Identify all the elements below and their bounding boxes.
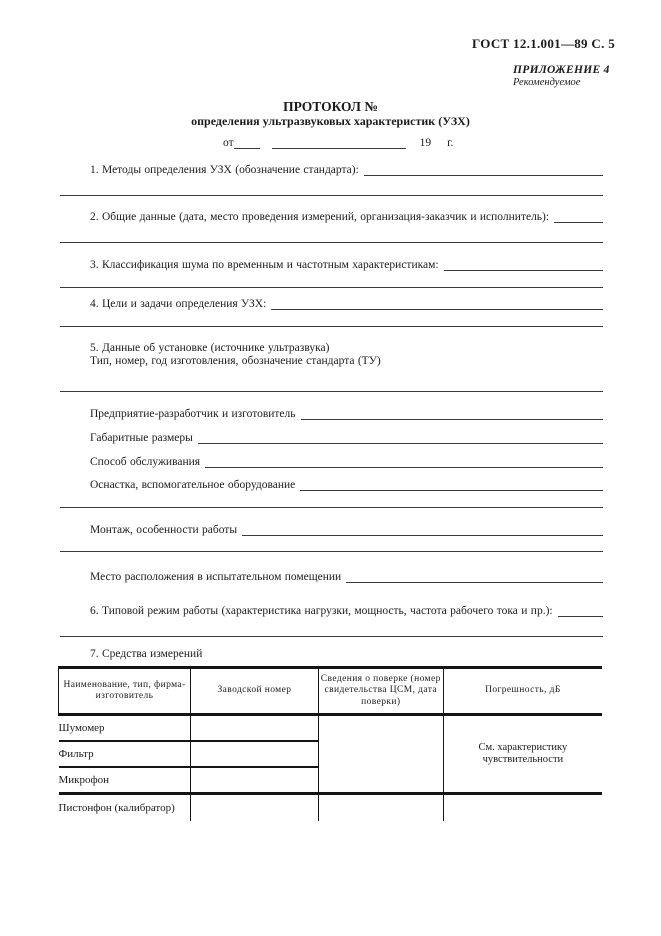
item-6-operating-mode <box>60 601 603 617</box>
date-day-blank <box>234 147 260 149</box>
item-1-label: 1. Методы определения УЗХ (обозначение стандарта): <box>90 164 359 176</box>
table-row-sound-level-meter <box>59 715 603 742</box>
item-1-blank <box>364 174 603 176</box>
item-4-blank <box>271 308 603 310</box>
item-3-noise-classification <box>60 255 603 271</box>
row-label-microphone: Микрофон <box>59 767 191 794</box>
date-prefix: от <box>223 137 234 149</box>
cell-serial-filter <box>191 741 319 767</box>
item-6-blank <box>558 615 603 617</box>
field-service-method-blank <box>205 466 603 468</box>
date-year: 19 <box>419 137 432 149</box>
equipment-continuation-line <box>60 507 603 508</box>
field-service-method <box>60 452 603 468</box>
item-2-blank <box>554 221 603 223</box>
item-2-general-data <box>60 207 603 223</box>
item-4-continuation-line <box>60 326 603 327</box>
cell-serial-sound-level-meter <box>191 715 319 742</box>
appendix-title: ПРИЛОЖЕНИЕ 4 <box>513 64 610 76</box>
item-3-continuation-line <box>60 287 603 288</box>
item-6-label: 6. Типовой режим работы (характеристика нагрузки, мощность, частота рабочего тока и пр.): <box>90 605 553 617</box>
field-installation <box>60 520 603 536</box>
cell-serial-microphone <box>191 767 319 794</box>
appendix-note: Рекомендуемое <box>513 77 581 88</box>
field-installation-blank <box>242 534 603 536</box>
row-label-filter: Фильтр <box>59 741 191 767</box>
measuring-instruments-table <box>58 666 602 821</box>
cell-verification-pistonphone <box>318 794 443 822</box>
date-year-suffix: г. <box>447 137 454 149</box>
item-2-label: 2. Общие данные (дата, место проведения измерений, организация-заказчик и исполнитель): <box>90 211 550 223</box>
field-location-label: Место расположения в испытательном помещении <box>90 571 342 583</box>
date-line <box>60 133 603 149</box>
field-auxiliary-equipment <box>60 475 603 491</box>
col-header-name-type: Наименование, тип, фирма-изготовитель <box>59 668 191 715</box>
field-dimensions <box>60 428 603 444</box>
table-row-pistonphone <box>59 794 603 822</box>
field-auxiliary-equipment-blank <box>300 489 603 491</box>
item-4-label: 4. Цели и задачи определения УЗХ: <box>90 298 267 310</box>
col-header-verification-info: Сведения о поверке (номер свидетельства ЦСМ, дата поверки) <box>318 668 443 715</box>
field-installation-label: Монтаж, особенности работы <box>90 524 238 536</box>
item-3-label: 3. Классификация шума по временным и частотным характеристикам: <box>90 259 439 271</box>
cell-sensitivity-note: См. характеристику чувствительности <box>443 715 602 794</box>
field-location-blank <box>346 581 603 583</box>
installation-continuation-line <box>60 551 603 552</box>
date-month-blank <box>272 147 406 149</box>
row-label-sound-level-meter: Шумомер <box>59 715 191 742</box>
table-header-row <box>59 668 603 715</box>
protocol-subtitle: определения ультразвуковых характеристик (УЗХ) <box>191 114 470 128</box>
table <box>58 666 602 821</box>
document-reference: ГОСТ 12.1.001—89 С. 5 <box>472 36 615 51</box>
item-2-continuation-line <box>60 242 603 243</box>
row-label-pistonphone: Пистонфон (калибратор) <box>58 802 175 814</box>
cell-serial-pistonphone <box>191 794 319 822</box>
field-location <box>60 567 603 583</box>
item-5-blank-line <box>60 391 603 392</box>
field-developer-blank <box>301 418 603 420</box>
col-header-serial-number: Заводской номер <box>191 668 319 715</box>
field-dimensions-label: Габаритные размеры <box>90 432 193 444</box>
field-dimensions-blank <box>198 442 603 444</box>
cell-error-pistonphone <box>443 794 602 822</box>
item-6-continuation-line <box>60 636 603 637</box>
item-5-heading: 5. Данные об установке (источнике ультразвука) <box>90 342 330 354</box>
item-7-heading: 7. Средства измерений <box>90 648 203 660</box>
item-1-methods <box>60 160 603 176</box>
item-3-blank <box>444 269 603 271</box>
item-1-continuation-line <box>60 195 603 196</box>
protocol-title: ПРОТОКОЛ № <box>283 99 378 114</box>
field-service-method-label: Способ обслуживания <box>90 456 201 468</box>
cell-verification-merged <box>318 715 443 794</box>
appendix-block <box>513 64 610 89</box>
item-5-subheading: Тип, номер, год изготовления, обозначение стандарта (ТУ) <box>90 355 381 367</box>
item-4-goals <box>60 294 603 310</box>
field-developer <box>60 404 603 420</box>
field-developer-label: Предприятие-разработчик и изготовитель <box>90 408 296 420</box>
field-auxiliary-equipment-label: Оснастка, вспомогательное оборудование <box>90 479 296 491</box>
col-header-error-db: Погрешность, дБ <box>443 668 602 715</box>
